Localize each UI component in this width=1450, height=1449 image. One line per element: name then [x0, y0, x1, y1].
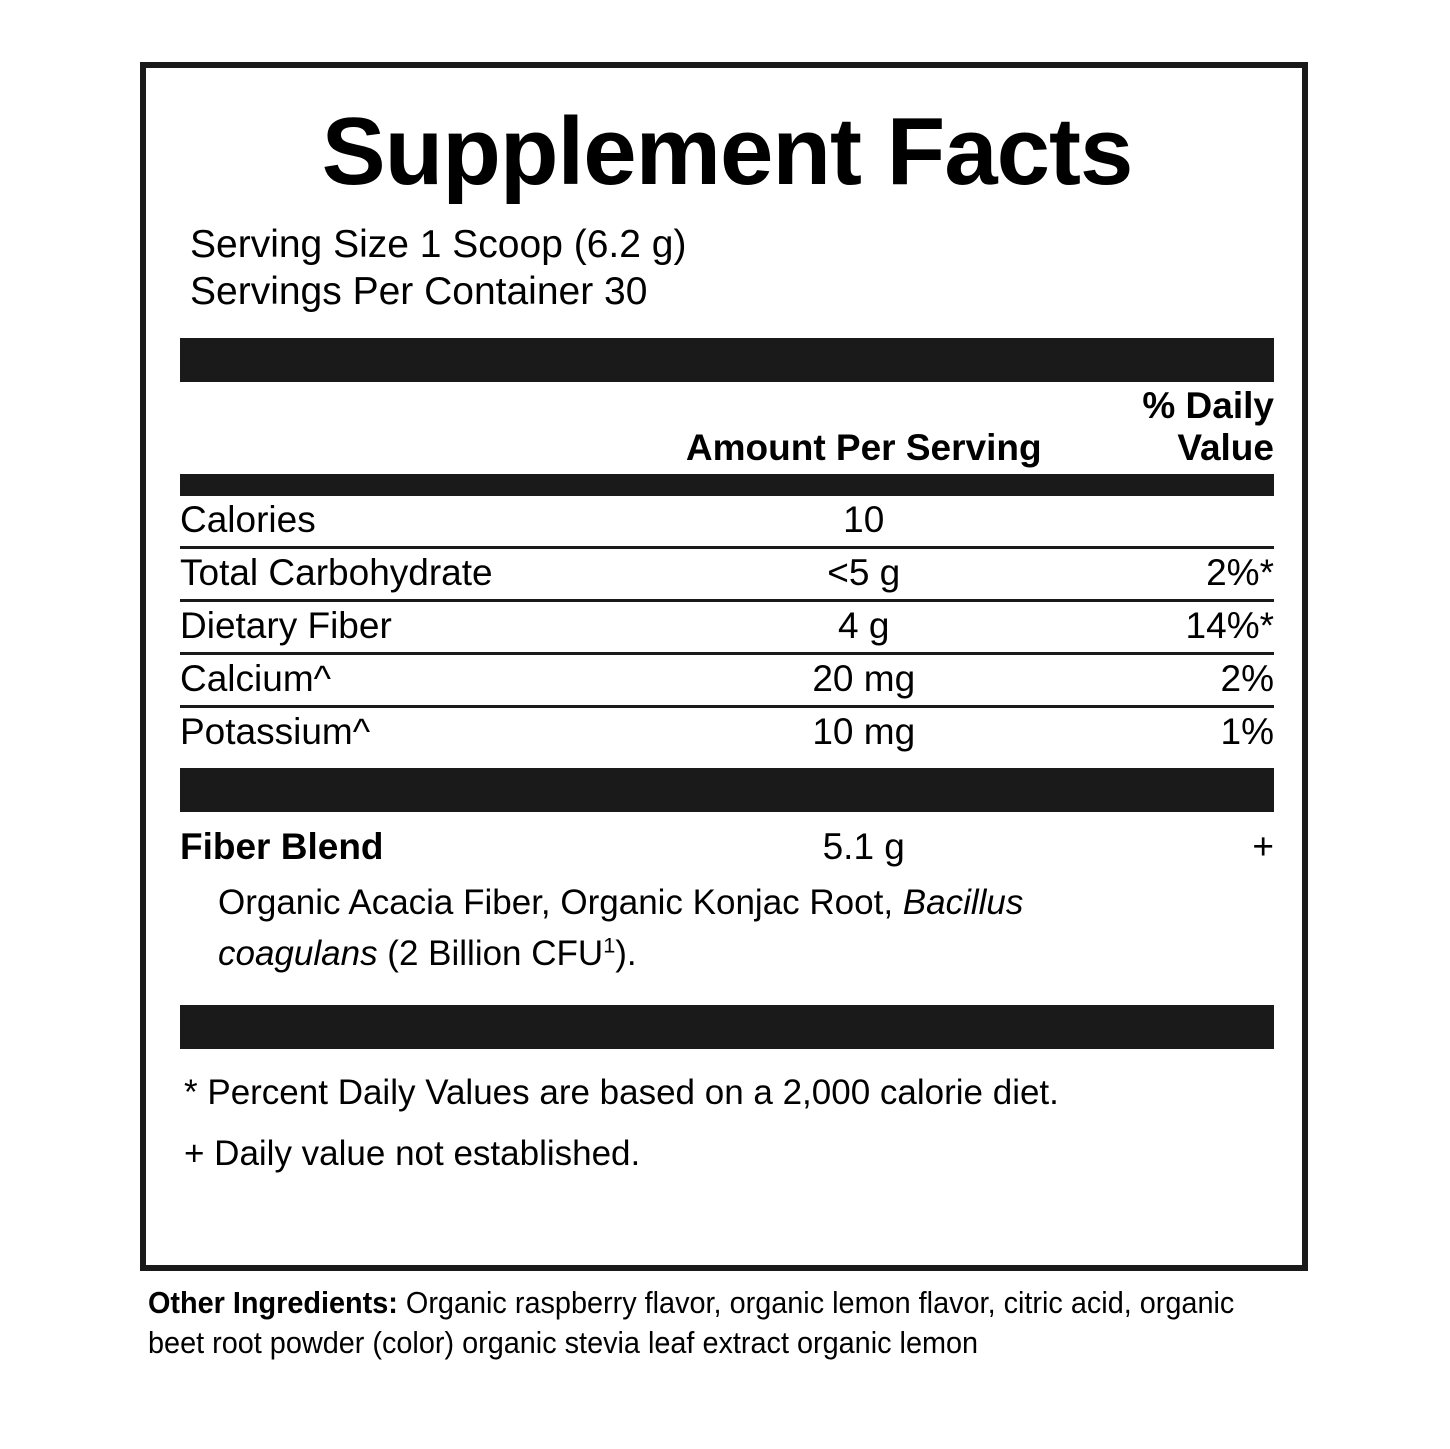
- row-amount: 20 mg: [683, 653, 1044, 706]
- blend-name: Fiber Blend: [180, 825, 384, 867]
- row-amount: <5 g: [683, 547, 1044, 600]
- header-daily-value: % Daily Value: [1142, 384, 1274, 468]
- table-row: [180, 547, 1274, 600]
- other-ingredients-text: Organic raspberry flavor, organic lemon flavor, citric acid, organic beet root powder (color) organic stevia leaf extract organic lemon: [148, 1285, 1235, 1361]
- blend-desc-italic2: coagulans: [218, 933, 378, 973]
- blend-description: [218, 878, 1274, 980]
- row-daily-value: [1044, 496, 1274, 548]
- servings-per-container: Servings Per Container 30: [190, 270, 648, 314]
- row-amount: 4 g: [683, 600, 1044, 653]
- header-bar-thick: [180, 338, 1274, 382]
- blend-desc-part3: ).: [615, 933, 637, 973]
- row-name: Potassium^: [180, 710, 371, 752]
- footnote-not-established: + Daily value not established.: [184, 1133, 641, 1173]
- header-blank: [180, 382, 683, 474]
- table-row: [180, 653, 1274, 706]
- footnotes: [184, 1067, 1274, 1180]
- nutrition-rows: [180, 496, 1274, 758]
- row-name: Total Carbohydrate: [180, 547, 683, 600]
- row-daily-value: 2%*: [1044, 547, 1274, 600]
- other-ingredients: [148, 1283, 1236, 1364]
- row-name: Calories: [180, 496, 683, 548]
- supplement-facts-panel: [140, 62, 1308, 1271]
- panel-inner: [180, 84, 1274, 1188]
- blend-desc-footnote-marker: 1: [603, 932, 616, 958]
- blend-desc-part1: Organic Acacia Fiber, Organic Konjac Root,: [218, 882, 903, 922]
- page-title: Supplement Facts: [321, 98, 1133, 205]
- blend-desc-italic1: Bacillus: [902, 882, 1024, 922]
- header-bar-medium: [180, 474, 1274, 496]
- row-amount: 10 mg: [812, 710, 916, 752]
- blend-daily-value: +: [1252, 825, 1274, 867]
- header-amount: Amount Per Serving: [685, 426, 1042, 468]
- row-name: Calcium^: [180, 653, 683, 706]
- other-ingredients-label: Other Ingredients:: [148, 1285, 398, 1320]
- row-daily-value: 14%*: [1044, 600, 1274, 653]
- row-amount: 10: [683, 496, 1044, 548]
- blend-row: [180, 826, 1274, 868]
- table-row: [180, 496, 1274, 548]
- row-daily-value: 2%: [1044, 653, 1274, 706]
- footer-bar-thick: [180, 1005, 1274, 1049]
- footnote-daily-values: * Percent Daily Values are based on a 2,000 calorie diet.: [184, 1073, 1059, 1113]
- row-daily-value: 1%: [1220, 710, 1274, 752]
- serving-info: [190, 221, 1274, 316]
- blend-divider-bar: [180, 768, 1274, 812]
- nutrition-table: [180, 382, 1274, 474]
- blend-desc-part2: (2 Billion CFU: [377, 933, 604, 973]
- blend-amount: 5.1 g: [822, 825, 905, 867]
- table-row: [180, 600, 1274, 653]
- row-name: Dietary Fiber: [180, 600, 683, 653]
- table-header-row: [180, 382, 1274, 474]
- serving-size: Serving Size 1 Scoop (6.2 g): [190, 222, 687, 266]
- table-row: [180, 706, 1274, 758]
